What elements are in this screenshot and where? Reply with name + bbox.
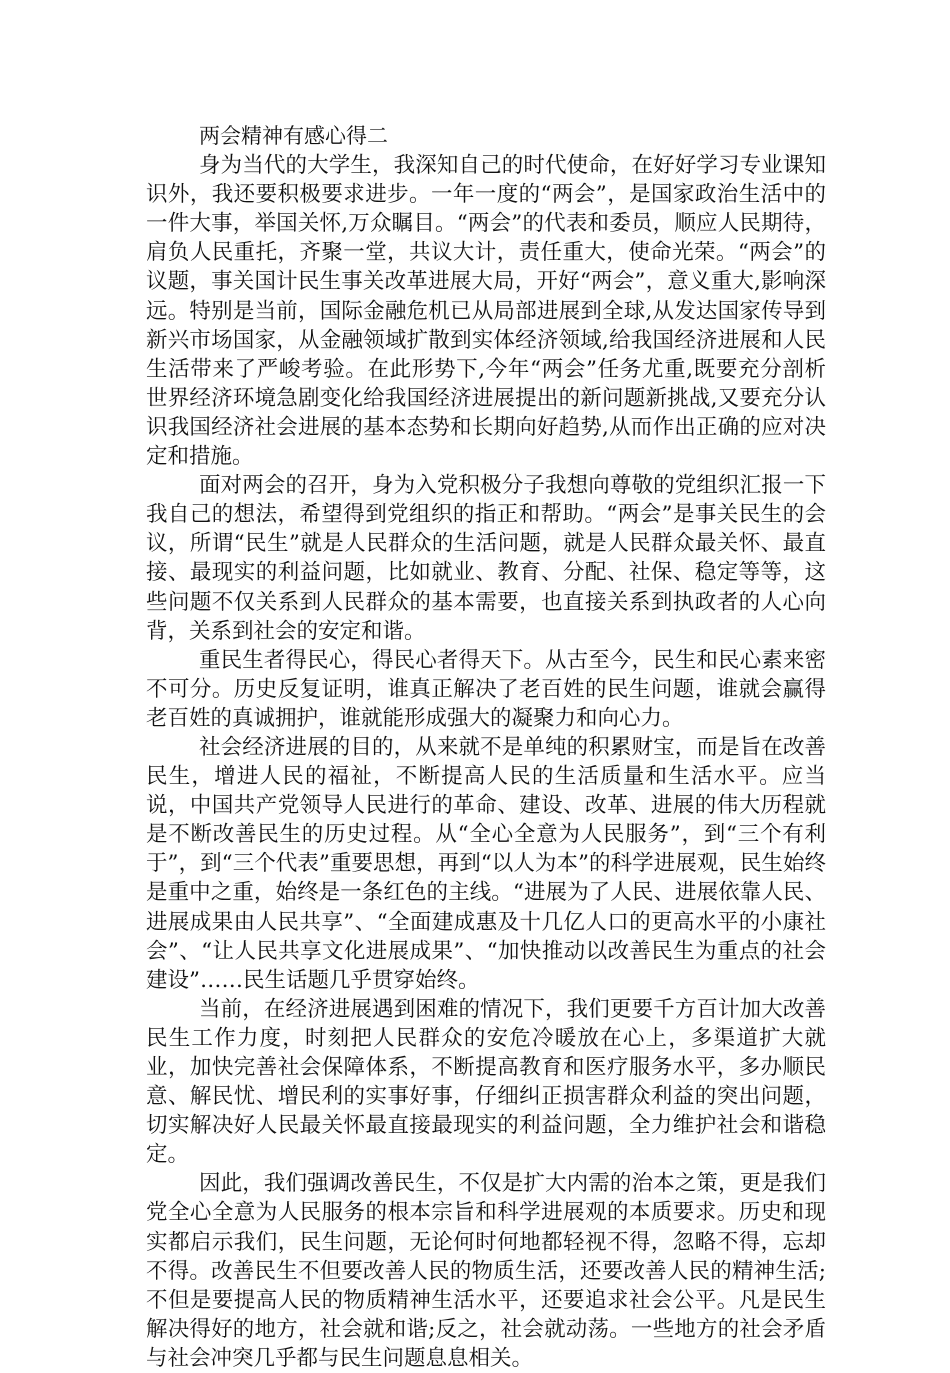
document-body — [146, 122, 826, 1373]
paragraph-1: 身为当代的大学生，我深知自己的时代使命，在好好学习专业课知识外，我还要积极要求进步。一年一度的“两会”，是国家政治生活中的一件大事，举国关怀,万众瞩目。“两会”的代表和委员，顺应人民期待，肩负人民重托，齐聚一堂，共议大计，责任重大，使命光荣。“两会”的议题，事关国计民生事关改革进展大局，开好“两会”，意义重大,影响深远。特别是当前，国际金融危机已从局部进展到全球,从发达国家传导到新兴市场国家，从金融领域扩散到实体经济领域,给我国经济进展和人民生活带来了严峻考验。在此形势下,今年“两会”任务尤重,既要充分剖析世界经济环境急剧变化给我国经济进展提出的新问题新挑战,又要充分认识我国经济社会进展的基本态势和长期向好趋势,从而作出正确的应对决定和措施。 — [146, 153, 826, 470]
document-title: 两会精神有感心得二 — [199, 124, 388, 148]
paragraph-6: 因此，我们强调改善民生，不仅是扩大内需的治本之策，更是我们党全心全意为人民服务的根本宗旨和科学进展观的本质要求。历史和现实都启示我们，民生问题，无论何时何地都轻视不得，忽略不得，忘却不得。改善民生不但要改善人民的物质生活，还要改善人民的精神生活;不但是要提高人民的物质精神生活水平，还要追求社会公平。凡是民生解决得好的地方，社会就和谐;反之，社会就动荡。一些地方的社会矛盾与社会冲突几乎都与民生问题息息相关。 — [146, 1171, 826, 1371]
paragraph-5: 当前，在经济进展遇到困难的情况下，我们更要千方百计加大改善民生工作力度，时刻把人民群众的安危冷暖放在心上，多渠道扩大就业，加快完善社会保障体系，不断提高教育和医疗服务水平，多办顺民意、解民忧、增民利的实事好事，仔细纠正损害群众利益的突出问题，切实解决好人民最关怀最直接最现实的利益问题，全力维护社会和谐稳定。 — [146, 996, 826, 1168]
paragraph-4: 社会经济进展的目的，从来就不是单纯的积累财宝，而是旨在改善民生，增进人民的福祉，不断提高人民的生活质量和生活水平。应当说，中国共产党领导人民进行的革命、建设、改革、进展的伟大历程就是不断改善民生的历史过程。从“全心全意为人民服务”，到“三个有利于”，到“三个代表”重要思想，再到“以人为本”的科学进展观，民生始终是重中之重，始终是一条红色的主线。“进展为了人民、进展依靠人民、进展成果由人民共享”、“全面建成惠及十几亿人口的更高水平的小康社会”、“让人民共享文化进展成果”、“加快推动以改善民生为重点的社会建设”……民生话题几乎贯穿始终。 — [146, 734, 826, 993]
paragraph-3: 重民生者得民心，得民心者得天下。从古至今，民生和民心素来密不可分。历史反复证明，谁真正解决了老百姓的民生问题，谁就会赢得老百姓的真诚拥护，谁就能形成强大的凝聚力和向心力。 — [146, 647, 826, 731]
paragraph-2: 面对两会的召开，身为入党积极分子我想向尊敬的党组织汇报一下我自己的想法，希望得到党组织的指正和帮助。“两会”是事关民生的会议，所谓“民生”就是人民群众的生活问题，就是人民群众最关怀、最直接、最现实的利益问题，比如就业、教育、分配、社保、稳定等等，这些问题不仅关系到人民群众的基本需要，也直接关系到执政者的人心向背，关系到社会的安定和谐。 — [146, 473, 826, 644]
